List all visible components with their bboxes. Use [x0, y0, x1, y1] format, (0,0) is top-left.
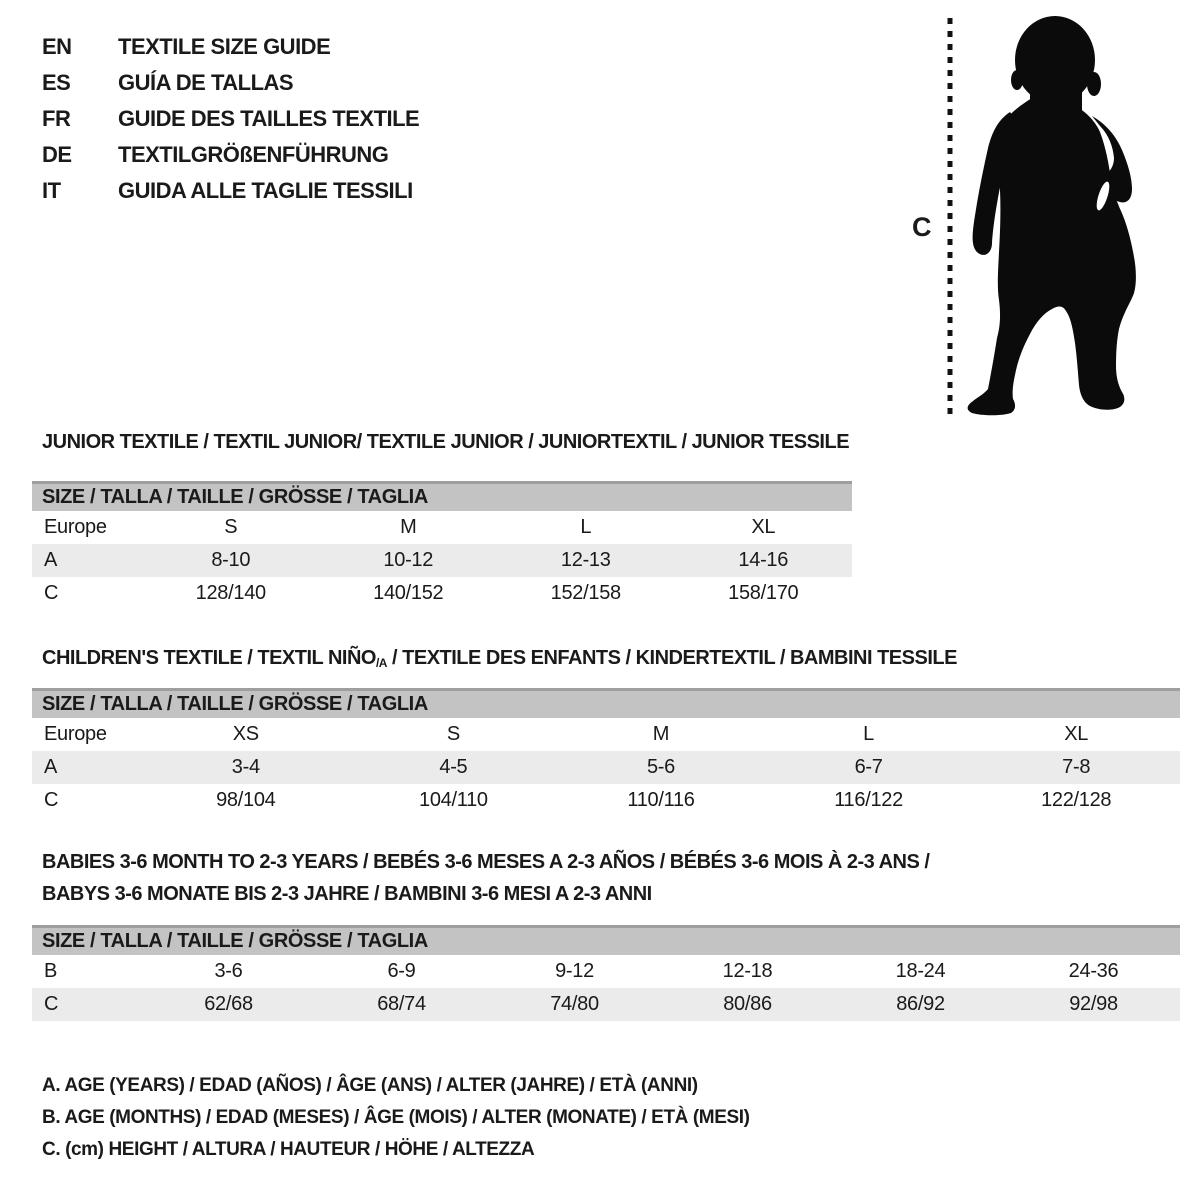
- babies-section-title-line1: BABIES 3-6 MONTH TO 2-3 YEARS / BEBÉS 3-6 MESES A 2-3 AÑOS / BÉBÉS 3-6 MOIS À 2-3 ANS /: [42, 851, 930, 873]
- size-cell: 110/116: [627, 789, 695, 811]
- size-cell: 7-8: [1062, 756, 1091, 778]
- size-cell: S: [446, 723, 460, 745]
- table-row: [32, 577, 852, 610]
- size-cell: 6-9: [387, 960, 416, 982]
- table-row: [32, 988, 1180, 1021]
- size-cell: 12-13: [560, 549, 611, 571]
- table-row: [32, 544, 852, 577]
- table-row: [32, 784, 1180, 817]
- size-cell: 14-16: [738, 549, 789, 571]
- language-row: [42, 137, 419, 173]
- legend-line-age-months: B. AGE (MONTHS) / EDAD (MESES) / ÂGE (MOIS) / ALTER (MONATE) / ETÀ (MESI): [42, 1107, 750, 1128]
- size-cell: 98/104: [216, 789, 276, 811]
- junior-section-title: [42, 428, 849, 456]
- size-cell: 128/140: [195, 582, 266, 604]
- junior-section-title-text: JUNIOR TEXTILE / TEXTIL JUNIOR/ TEXTILE JUNIOR / JUNIORTEXTIL / JUNIOR TESSILE: [42, 431, 850, 453]
- babies-section-title: [42, 846, 929, 910]
- size-cell: L: [863, 723, 874, 745]
- size-cell: 4-5: [439, 756, 468, 778]
- language-row: [42, 101, 419, 137]
- children-section-title-subscript: /A: [375, 656, 387, 670]
- height-figure: [900, 0, 1200, 430]
- language-code: FR: [42, 106, 71, 131]
- table-header: SIZE / TALLA / TAILLE / GRÖSSE / TAGLIA: [32, 481, 852, 511]
- row-label: A: [44, 756, 58, 778]
- size-cell: 9-12: [555, 960, 594, 982]
- row-label: C: [44, 789, 59, 811]
- children-size-table: [32, 688, 1180, 817]
- row-label: Europe: [44, 723, 107, 745]
- size-cell: 8-10: [211, 549, 251, 571]
- junior-size-table: [32, 481, 852, 610]
- size-cell: 116/122: [834, 789, 903, 811]
- measurement-legend: [42, 1070, 750, 1166]
- size-cell: 158/170: [728, 582, 799, 604]
- language-title-list: [42, 29, 419, 209]
- toddler-silhouette-icon: [968, 16, 1136, 415]
- table-row: [32, 955, 1180, 988]
- size-cell: 80/86: [723, 993, 772, 1015]
- guide-title-fr: GUIDE DES TAILLES TEXTILE: [118, 106, 420, 131]
- children-section-title-post: / TEXTILE DES ENFANTS / KINDERTEXTIL / BAMBINI TESSILE: [386, 647, 957, 669]
- babies-size-table: [32, 925, 1180, 1021]
- table-header: SIZE / TALLA / TAILLE / GRÖSSE / TAGLIA: [32, 688, 1180, 718]
- size-cell: 3-6: [214, 960, 243, 982]
- children-section-title: [42, 644, 957, 677]
- size-cell: 5-6: [646, 756, 675, 778]
- size-cell: 152/158: [550, 582, 621, 604]
- table-row: [32, 718, 1180, 751]
- height-measure-label: C: [912, 212, 932, 242]
- table-row: [32, 751, 1180, 784]
- babies-section-title-line2: BABYS 3-6 MONATE BIS 2-3 JAHRE / BAMBINI 3-6 MESI A 2-3 ANNI: [42, 883, 652, 905]
- size-cell: M: [400, 516, 417, 538]
- language-row: [42, 29, 419, 65]
- size-cell: S: [224, 516, 238, 538]
- size-cell: 92/98: [1069, 993, 1118, 1015]
- size-cell: 140/152: [373, 582, 444, 604]
- size-cell: 104/110: [419, 789, 488, 811]
- language-row: [42, 173, 419, 209]
- guide-title-es: GUÍA DE TALLAS: [118, 70, 294, 95]
- size-cell: L: [580, 516, 592, 538]
- size-cell: 6-7: [854, 756, 883, 778]
- size-cell: 18-24: [895, 960, 946, 982]
- size-cell: 122/128: [1041, 789, 1112, 811]
- size-cell: XS: [232, 723, 259, 745]
- language-code: ES: [42, 70, 71, 95]
- size-cell: 24-36: [1068, 960, 1119, 982]
- guide-title-de: TEXTILGRÖßENFÜHRUNG: [118, 142, 389, 167]
- table-header: SIZE / TALLA / TAILLE / GRÖSSE / TAGLIA: [32, 925, 1180, 955]
- legend-line-height-cm: C. (cm) HEIGHT / ALTURA / HAUTEUR / HÖHE / ALTEZZA: [42, 1139, 535, 1160]
- size-cell: 74/80: [550, 993, 599, 1015]
- size-cell: 12-18: [722, 960, 773, 982]
- guide-title-it: GUIDA ALLE TAGLIE TESSILI: [118, 178, 413, 203]
- row-label: C: [44, 582, 59, 604]
- language-code: DE: [42, 142, 72, 167]
- language-code: IT: [42, 178, 61, 203]
- size-cell: XL: [751, 516, 776, 538]
- size-cell: 10-12: [383, 549, 434, 571]
- size-cell: 86/92: [896, 993, 945, 1015]
- toddler-silhouette-graphic: [900, 0, 1200, 430]
- guide-title-en: TEXTILE SIZE GUIDE: [118, 34, 331, 59]
- row-label: C: [44, 993, 59, 1015]
- row-label: B: [44, 960, 58, 982]
- size-cell: XL: [1064, 723, 1089, 745]
- legend-line-age-years: A. AGE (YEARS) / EDAD (AÑOS) / ÂGE (ANS) / ALTER (JAHRE) / ETÀ (ANNI): [42, 1075, 698, 1096]
- size-cell: 68/74: [377, 993, 426, 1015]
- language-row: [42, 65, 419, 101]
- size-cell: 3-4: [231, 756, 260, 778]
- size-cell: M: [652, 723, 670, 745]
- children-section-title-pre: CHILDREN'S TEXTILE / TEXTIL NIÑO: [42, 647, 376, 669]
- language-code: EN: [42, 34, 72, 59]
- row-label: Europe: [44, 516, 107, 538]
- row-label: A: [44, 549, 58, 571]
- table-row: [32, 511, 852, 544]
- size-cell: 62/68: [204, 993, 253, 1015]
